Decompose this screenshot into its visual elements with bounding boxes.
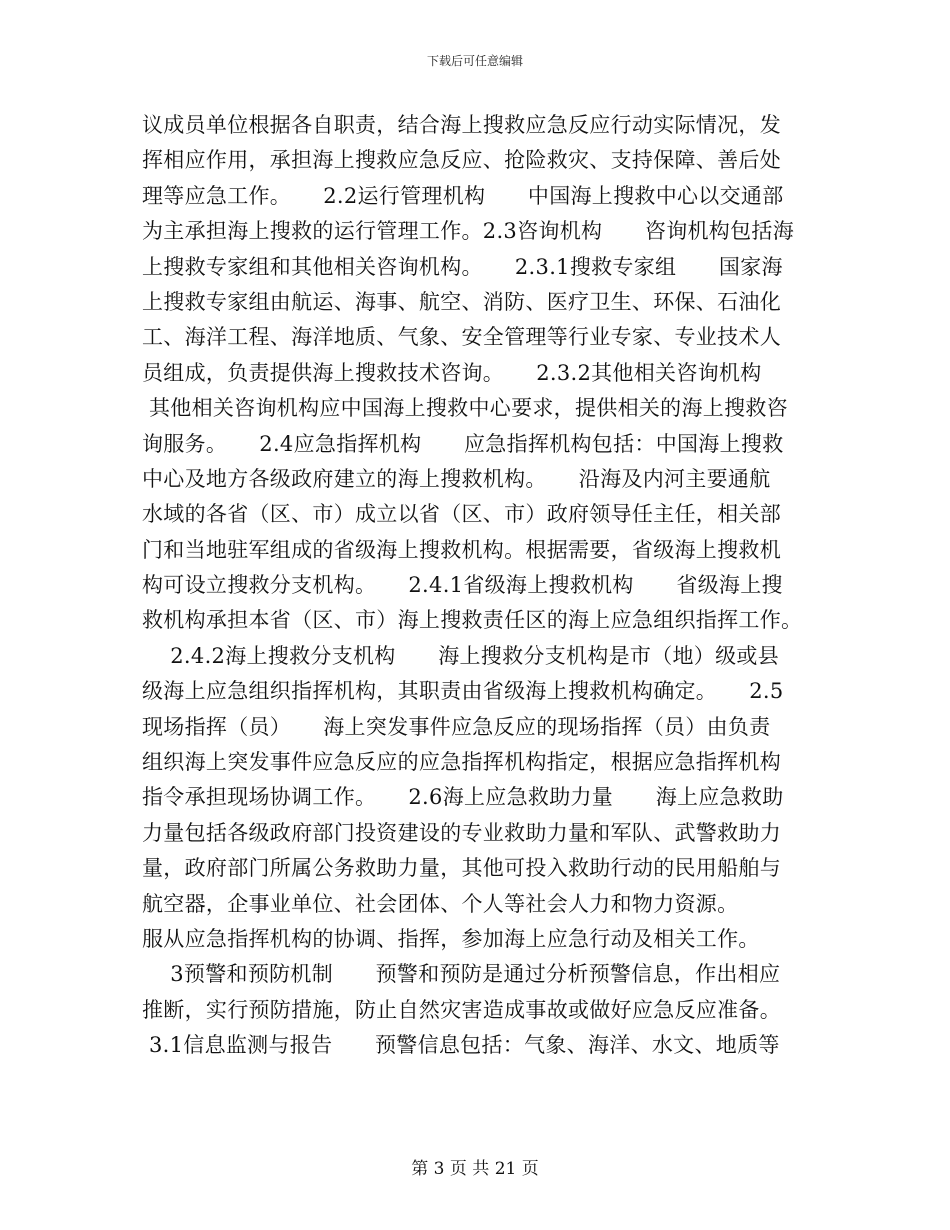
text-line: 水域的各省（区、市）成立以省（区、市）政府领导任主任，相关部 [142, 502, 781, 527]
text-line: 级海上应急组织指挥机构，其职责由省级海上搜救机构确定。 2.5 [142, 679, 784, 704]
text-line: 议成员单位根据各自职责，结合海上搜救应急反应行动实际情况，发 [142, 113, 781, 137]
text-line: 员组成，负责提供海上搜救技术咨询。 2.3.2其他相关咨询机构 [142, 360, 762, 385]
page-header: 下载后可任意编辑 [426, 54, 523, 68]
text-line: 门和当地驻军组成的省级海上搜救机构。根据需要，省级海上搜救机 [142, 537, 781, 562]
text-line: 工、海洋工程、海洋地质、气象、安全管理等行业专家、专业技术人 [142, 325, 781, 350]
text-line: 指令承担现场协调工作。 2.6海上应急救助力量 海上应急救助 [142, 785, 784, 810]
text-line: 中心及地方各级政府建立的海上搜救机构。 沿海及内河主要通航 [142, 466, 771, 491]
text-line: 量，政府部门所属公务救助力量，其他可投入救助行动的民用船舶与 [142, 856, 781, 881]
text-line: 为主承担海上搜救的运行管理工作。2.3咨询机构 咨询机构包括海 [142, 219, 794, 244]
text-line: 服从应急指挥机构的协调、指挥，参加海上应急行动及相关工作。 [142, 926, 760, 951]
text-line: 救机构承担本省（区、市）海上搜救责任区的海上应急组织指挥工作。 [142, 608, 803, 633]
text-line: 力量包括各级政府部门投资建设的专业救助力量和军队、武警救助力 [142, 820, 781, 845]
text-line: 其他相关咨询机构应中国海上搜救中心要求，提供相关的海上搜救咨 [142, 396, 788, 421]
text-line: 挥相应作用，承担海上搜救应急反应、抢险救灾、支持保障、善后处 [142, 148, 781, 173]
text-line: 组织海上突发事件应急反应的应急指挥机构指定，根据应急指挥机构 [142, 750, 781, 775]
text-line: 推断，实行预防措施，防止自然灾害造成事故或做好应急反应准备。 [142, 997, 781, 1022]
text-line: 理等应急工作。 2.2运行管理机构 中国海上搜救中心以交通部 [142, 183, 784, 208]
text-line: 构可设立搜救分支机构。 2.4.1省级海上搜救机构 省级海上搜 [142, 573, 783, 598]
text-line: 航空器，企事业单位、社会团体、个人等社会人力和物力资源。 [142, 891, 739, 916]
text-line: 上搜救专家组由航运、海事、航空、消防、医疗卫生、环保、石油化 [142, 289, 781, 314]
document-body [142, 108, 814, 1064]
text-line: 3预警和预防机制 预警和预防是通过分析预警信息，作出相应 [142, 962, 781, 987]
text-line: 上搜救专家组和其他相关咨询机构。 2.3.1搜救专家组 国家海 [142, 254, 783, 279]
text-line: 3.1信息监测与报告 预警信息包括：气象、海洋、水文、地质等 [142, 1033, 780, 1058]
text-line: 现场指挥（员） 海上突发事件应急反应的现场指挥（员）由负责 [142, 714, 771, 739]
page-footer: 第 3 页 共 21 页 [411, 1159, 539, 1179]
text-line: 2.4.2海上搜救分支机构 海上搜救分支机构是市（地）级或县 [142, 643, 780, 668]
text-line: 询服务。 2.4应急指挥机构 应急指挥机构包括：中国海上搜救 [142, 431, 784, 456]
